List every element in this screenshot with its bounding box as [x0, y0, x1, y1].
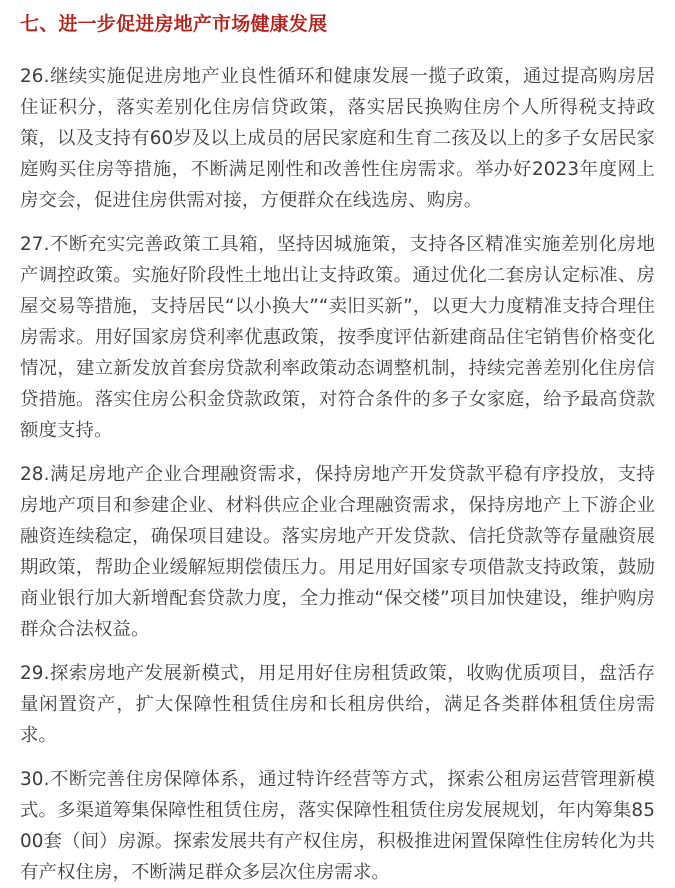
- paragraph-28: 28.满足房地产企业合理融资需求，保持房地产开发贷款平稳有序投放，支持房地产项目和参建企业、材料供应企业合理融资需求，保持房地产上下游企业融资连续稳定，确保项目建设。落实房地产开发贷款、信托贷款等存量融资展期政策，帮助企业缓解短期偿债压力。用足用好国家专项借款支持政策，鼓励商业银行加大新增配套贷款力度，全力推动“保交楼”项目加快建设，维护购房群众合法权益。: [20, 464, 655, 640]
- paragraph-26: 26.继续实施促进房地产业良性循环和健康发展一揽子政策，通过提高购房居住证积分，落实差别化住房信贷政策，落实居民换购住房个人所得税支持政策，以及支持有60岁及以上成员的居民家庭和生育二孩及以上的多子女居民家庭购买住房等措施，不断满足刚性和改善性住房需求。举办好2023年度网上房交会，促进住房供需对接，方便群众在线选房、购房。: [20, 66, 655, 211]
- paragraph-30: 30.不断完善住房保障体系，通过特许经营等方式，探索公租房运营管理新模式。多渠道筹集保障性租赁住房，落实保障性租赁住房发展规划，年内筹集8500套（间）房源。探索发展共有产权住房，积极推进闲置保障性住房转化为共有产权住房，不断满足群众多层次住房需求。: [20, 769, 655, 883]
- section-heading: 七、进一步促进房地产市场健康发展: [20, 13, 328, 35]
- paragraph-list: [20, 61, 655, 888]
- paragraph-29: 29.探索房地产发展新模式，用足用好住房租赁政策，收购优质项目，盘活存量闲置资产，扩大保障性租赁住房和长租房供给，满足各类群体租赁住房需求。: [20, 663, 655, 746]
- paragraph-27: 27.不断充实完善政策工具箱，坚持因城施策，支持各区精准实施差别化房地产调控政策。实施好阶段性土地出让支持政策。通过优化二套房认定标准、房屋交易等措施，支持居民“以小换大”“卖旧买新”，以更大力度精准支持合理住房需求。用好国家房贷利率优惠政策，按季度评估新建商品住宅销售价格变化情况，建立新发放首套房贷款利率政策动态调整机制，持续完善差别化住房信贷措施。落实住房公积金贷款政策，对符合条件的多子女家庭，给予最高贷款额度支持。: [20, 234, 655, 441]
